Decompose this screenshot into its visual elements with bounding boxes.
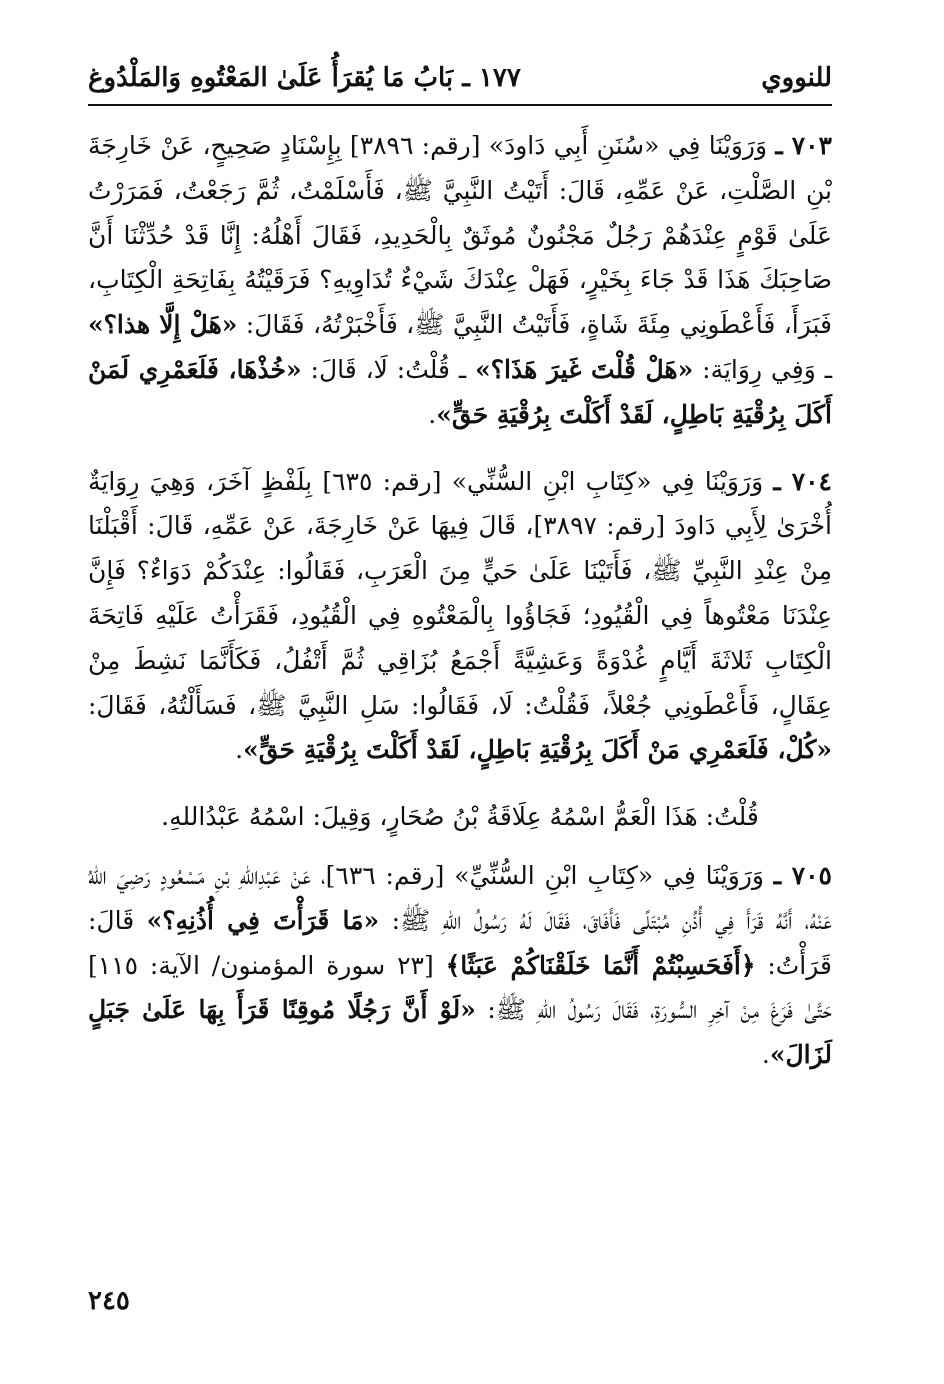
hadith-703 [88,124,832,438]
prophet-quote: «هَلْ قُلْتَ غَيرَ هَذَا؟» [475,354,694,384]
prophet-quote: «خُذْهَا، فَلَعَمْرِي لَمَنْ أَكَلَ بِرُقْيَةِ بَاطِلٍ، لَقَدْ أَكَلْتَ بِرُقْيَةِ حَقٍّ» [88,354,832,429]
prophet-quote: «مَا قَرَأْتَ فِي أُذُنِهِ؟» [146,905,380,935]
header-chapter-title: ١٧٧ ـ بَابُ مَا يُقرَأُ عَلَىٰ المَعْتُوهِ وَالمَلْدُوغ [88,63,521,93]
hadith-text: وَرَوَيْنَا فِي «كِتَابِ ابْنِ السُّنِّي» [رقم: ٦٣٥] بِلَفْظٍ آخَرَ، وَهِيَ رِوَايَةٌ أُخْرَىٰ لِأَبِي دَاودَ [رقم: ٣٨٩٧]، قَالَ فِيهَا عَنْ خَارِجَةَ، عَنْ عَمِّهِ، قَالَ: أَقْبَلْنَا مِنْ عِنْدِ النَّبِيِّ ﷺ، فَأَتَيْنَا عَلَىٰ حَيٍّ مِنَ الْعَرَبِ، فَقَالُوا: عِنْدَكُمْ دَوَاءٌ؟ فَإِنَّ عِنْدَنَا مَعْتُوهاً فِي الْقُيُودِ؛ فَجَاؤُوا بِالْمَعْتُوهِ فِي الْقُيُودِ، فَقَرَأْتُ عَلَيْهِ فَاتِحَةَ الْكِتَابِ ثَلاثَةَ أَيَّامٍ غُدْوَةً وَعَشِيَّةً أَجْمَعُ بُزَاقِي ثُمَّ أَتْفُلُ، فَكَأَنَّمَا نَشِطَ مِنْ عِقَالٍ، فَأَعْطَونِي جُعْلاً، فَقُلْتُ: لَا، فَقَالُوا: سَلِ النَّبِيَّ ﷺ، فَسَأَلْتُهُ، فَقَالَ: [88,466,832,720]
prophet-quote: «هَلْ إِلَّا هذا؟» [88,310,238,340]
hadith-number: ٧٠٥ ـ [773,860,832,890]
hadith-text: . [761,1040,770,1070]
hadith-text: وَرَوَيْنَا فِي «سُنَنِ أَبِي دَاودَ» [رقم: ٣٨٩٦] بِإِسْنَادٍ صَحِيحٍ، عَنْ خَارِجَةَ بْنِ الصَّلْتِ، عَنْ عَمِّهِ، قَالَ: أَتَيْتُ النَّبِيَّ ﷺ، فَأَسْلَمْتُ، ثُمَّ رَجَعْتُ، فَمَرَرْتُ عَلَىٰ قَوْمٍ عِنْدَهُمْ رَجُلٌ مَجْنُونٌ مُوثَقٌ بِالْحَدِيدِ، فَقَالَ أَهْلُهُ: إِنَّا قَدْ حُدِّثْنَا أَنَّ صَاحِبَكَ هَذَا قَدْ جَاءَ بِخَيْرٍ، فَهَلْ عِنْدَكَ شَيْءٌ تُدَاوِيهِ؟ فَرَقَيْتُهُ بِفَاتِحَةِ الْكِتَابِ، فَبَرَأَ، فَأَعْطَونِي مِئَةَ شَاةٍ، فَأَتَيْتُ النَّبِيَّ ﷺ، فَأَخْبَرْتُهُ، فَقَالَ: [88,131,832,340]
hadith-text: ـ قُلْتُ: لَا، قَالَ: [301,354,476,384]
hadith-text: وَرَوَيْنَا فِي «كِتَابِ ابْنِ السُّنِّيِّ» [رقم: ٦٣٦]، عَنْ عَبْدِاللهِ بْنِ مَسْعُودٍ رَضِيَ اللهُ عَنْهُ، أَنَّهُ قَرَأَ فِي أُذُنِ مُبْتَلًى فَأَفَاقَ، فَقَالَ لَهُ رَسُولُ اللهِ ﷺ: [88,860,832,935]
header-rule [88,104,832,106]
prophet-quote: «كُلْ، فَلَعَمْرِي مَنْ أَكَلَ بِرُقْيَةِ بَاطِلٍ، لَقَدْ أَكَلْتَ بِرُقْيَةِ حَقٍّ» [243,735,832,765]
hadith-text: [٢٣ سورة المؤمنون/ الآية: ١١٥] حَتَّىٰ فَرَغَ مِنْ آخِرِ السُّورَةِ، فَقَالَ رَسُولُ اللهِ ﷺ: [88,950,832,1025]
running-header [88,58,832,98]
hadith-number: ٧٠٣ ـ [775,131,832,160]
hadith-text: ـ وَفِي رِوَايَة: [693,354,833,384]
header-author: للنووي [761,63,832,93]
page-body [88,124,832,1100]
prophet-quote: «لَوْ أَنَّ رَجُلًا مُوقِنًا قَرَأَ بِهَا عَلَىٰ جَبَلٍ لَزَالَ» [88,995,832,1070]
hadith-text: . [428,399,437,429]
hadith-number: ٧٠٤ ـ [773,466,832,496]
author-note: قُلْتُ: هَذَا الْعَمُّ اسْمُهُ عِلَاقَةُ بْنُ صُحَارٍ، وَقِيلَ: اسْمُهُ عَبْدُاللهِ. [161,802,759,832]
hadith-text: . [235,735,244,765]
hadith-704 [88,460,832,774]
hadith-705 [88,854,832,1078]
quran-quote: ﴿أَفَحَسِبْتُمْ أَنَّمَا خَلَقْنَاكُمْ عَبَثًا﴾ [445,950,756,980]
hadith-text: قَالَ: قَرَأْتُ: [88,905,832,980]
page-number: ٢٤٥ [88,1286,130,1316]
